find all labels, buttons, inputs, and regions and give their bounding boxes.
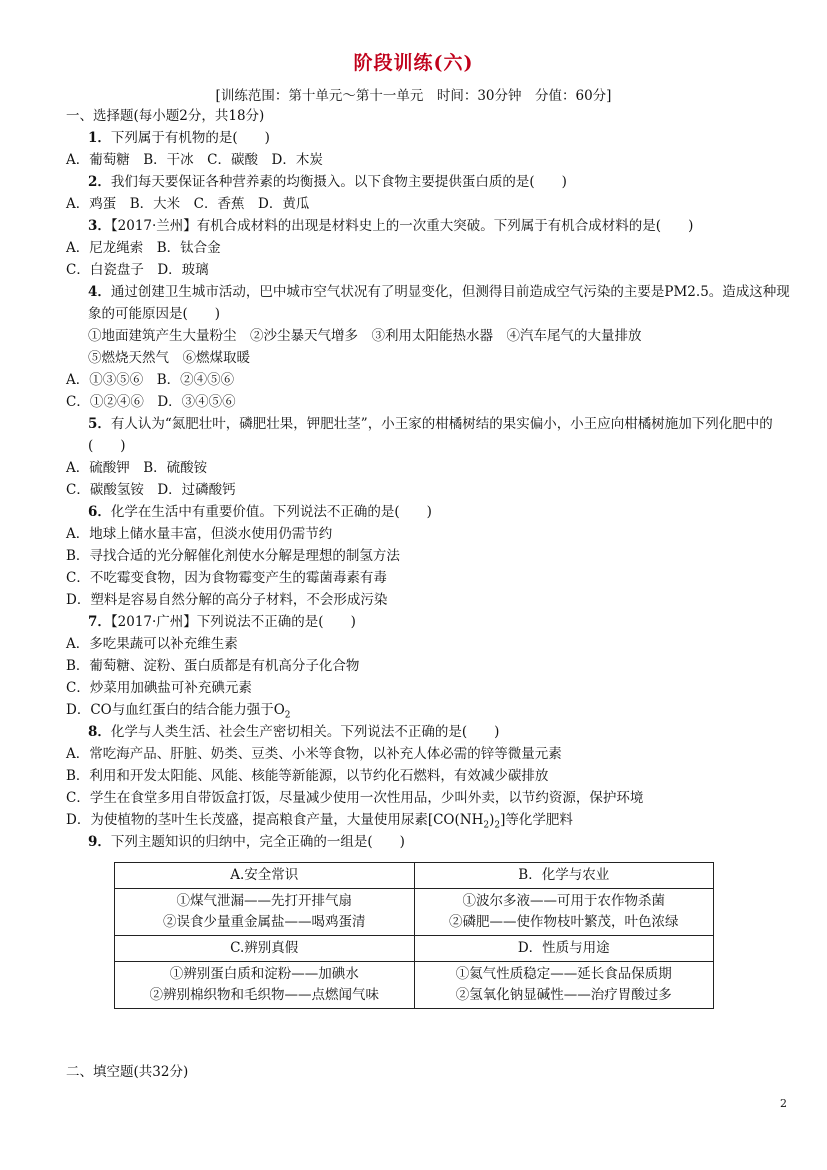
question-2-options: A．鸡蛋 B．大米 C．香蕉 D．黄瓜 [66,196,310,212]
question-5-options-ab: A．硫酸钾 B．硫酸铵 [66,460,208,476]
question-3-options-cd: C．白瓷盘子 D．玻璃 [66,262,209,278]
question-3 [66,215,791,237]
question-number: 7． [88,614,111,630]
question-number: 3． [88,218,111,234]
question-number: 9． [88,834,111,850]
question-body [66,105,791,853]
question-number: 6． [88,504,111,520]
question-5-options-cd: C．碳酸氢铵 D．过磷酸钙 [66,482,236,498]
table-cell-line: ①氦气性质稳定——延长食品保质期 [455,966,672,982]
question-number: 2． [88,174,111,190]
question-1 [66,127,791,149]
subscript: 2 [494,820,501,831]
question-7-option-c: C．炒菜用加碘盐可补充碘元素 [66,680,252,696]
table-header-a: A.安全常识 [115,863,415,889]
question-7-option-b: B．葡萄糖、淀粉、蛋白质都是有机高分子化合物 [66,658,360,674]
table-row [115,936,714,962]
question-number: 5． [88,416,111,432]
question-8 [66,721,791,743]
subscript: 2 [284,710,291,721]
table-header-d: D．性质与用途 [414,936,714,962]
table-cell-d [414,962,714,1009]
option-text: D．为使植物的茎叶生长茂盛，提高粮食产量，大量使用尿素[CO(NH [66,812,484,828]
table-cell-c [115,962,415,1009]
option-text: ]等化学肥料 [500,812,573,828]
table-cell-line: ①煤气泄漏——先打开排气扇 [176,893,352,909]
page-title: 阶段训练(六) [353,52,474,74]
question-1-options: A．葡萄糖 B．干冰 C．碳酸 D．木炭 [66,152,323,168]
option-text: D．CO与血红蛋白的结合能力强于O [66,702,285,718]
question-text: 下列属于有机物的是( ) [110,130,270,146]
question-4-items-1: ①地面建筑产生大量粉尘 ②沙尘暴天气增多 ③利用太阳能热水器 ④汽车尾气的大量排放 [88,328,642,344]
question-8-option-d [66,809,791,831]
question-6-option-b: B．寻找合适的光分解催化剂使水分解是理想的制氢方法 [66,548,400,564]
question-6-option-d: D．塑料是容易自然分解的高分子材料，不会形成污染 [66,592,388,608]
question-text: 下列主题知识的归纳中，完全正确的一组是( ) [110,834,405,850]
question-8-option-b: B．利用和开发太阳能、风能、核能等新能源，以节约化石燃料，有效减少碳排放 [66,768,549,784]
table-cell-a [115,889,415,936]
table-row [115,889,714,936]
question-4-options-cd: C．①②④⑥ D．③④⑤⑥ [66,394,236,410]
question-text: 【2017·兰州】有机合成材料的出现是材料史上的一次重大突破。下列属于有机合成材料的是( ) [110,218,694,234]
question-text: 我们每天要保证各种营养素的均衡摄入。以下食物主要提供蛋白质的是( ) [110,174,567,190]
question-number: 1． [88,130,111,146]
table-cell-line: ①波尔多液——可用于农作物杀菌 [462,893,665,909]
page-number: 2 [780,1097,787,1110]
question-number: 8． [88,724,111,740]
question-text: 有人认为“氮肥壮叶，磷肥壮果，钾肥壮茎”，小王家的柑橘树结的果实偏小，小王应向柑橘树施加下列化肥中的( ) [88,416,773,454]
question-6-option-c: C．不吃霉变食物，因为食物霉变产生的霉菌毒素有毒 [66,570,387,586]
table-header-c: C.辨别真假 [115,936,415,962]
table-cell-line: ②氢氧化钠显碱性——治疗胃酸过多 [455,987,672,1003]
section-heading-2: 二、填空题(共32分) [66,1064,189,1080]
table-cell-b [414,889,714,936]
question-number: 4． [88,284,111,300]
question-text: 化学与人类生活、社会生产密切相关。下列说法不正确的是( ) [110,724,500,740]
question-4 [66,281,791,325]
question-4-options-ab: A．①③⑤⑥ B．②④⑤⑥ [66,372,235,388]
subscript: 2 [483,820,490,831]
question-6 [66,501,791,523]
question-6-option-a: A．地球上储水量丰富，但淡水使用仍需节约 [66,526,333,542]
question-text: 【2017·广州】下列说法不正确的是( ) [110,614,356,630]
question-2 [66,171,791,193]
table-cell-line: ①辨别蛋白质和淀粉——加碘水 [169,966,359,982]
question-9 [66,831,791,853]
question-text: 通过创建卫生城市活动，巴中城市空气状况有了明显变化，但测得目前造成空气污染的主要是PM2.5。造成这种现象的可能原因是( ) [88,284,790,322]
table-header-b: B．化学与农业 [414,863,714,889]
question-4-items-2: ⑤燃烧天然气 ⑥燃煤取暖 [88,350,250,366]
question-text: 化学在生活中有重要价值。下列说法不正确的是( ) [110,504,432,520]
question-3-options-ab: A．尼龙绳索 B．钛合金 [66,240,221,256]
page-subtitle: [训练范围：第十单元～第十一单元 时间：30分钟 分值：60分] [215,88,612,104]
section-heading-1: 一、选择题(每小题2分，共18分) [66,108,265,124]
table-row [115,962,714,1009]
knowledge-table [114,862,714,1009]
option-text: ) [489,812,495,828]
question-7-option-a: A．多吃果蔬可以补充维生素 [66,636,238,652]
question-8-option-a: A．常吃海产品、肝脏、奶类、豆类、小米等食物，以补充人体必需的锌等微量元素 [66,746,562,762]
question-5 [66,413,791,457]
question-7-option-d [66,699,791,721]
question-8-option-c: C．学生在食堂多用自带饭盒打饭，尽量减少使用一次性用品，少叫外卖，以节约资源，保护环境 [66,790,644,806]
question-7 [66,611,791,633]
table-cell-line: ②辨别棉织物和毛织物——点燃闻气味 [149,987,379,1003]
table-cell-line: ②磷肥——使作物枝叶繁茂，叶色浓绿 [449,914,679,930]
table-cell-line: ②误食少量重金属盐——喝鸡蛋清 [163,914,366,930]
table-row [115,863,714,889]
